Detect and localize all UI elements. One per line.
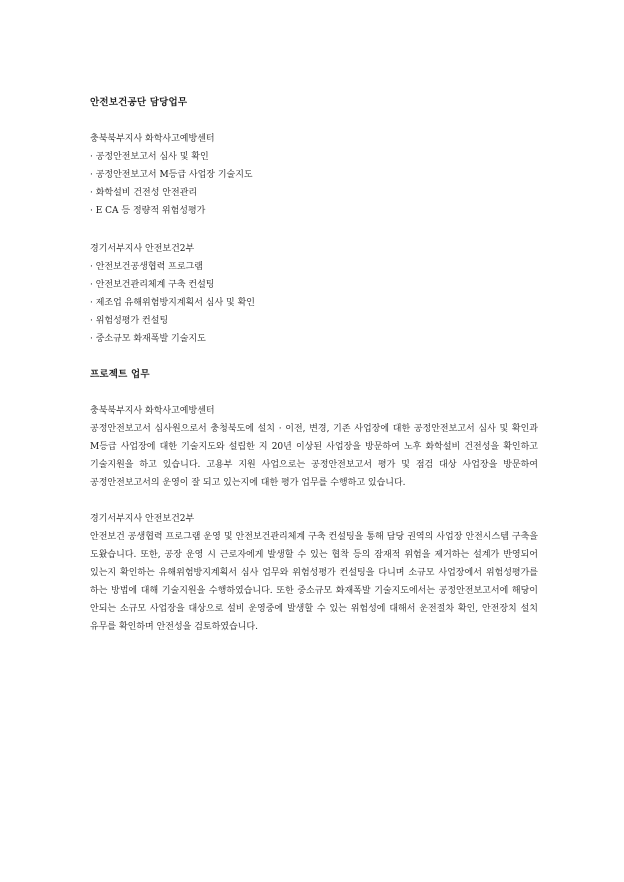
project-block-title: 충북북부지사 화학사고예방센터 xyxy=(90,406,215,416)
duty-group-title: 경기서부지사 안전보건2부 xyxy=(90,244,195,254)
project-block-title: 경기서부지사 안전보건2부 xyxy=(90,514,195,524)
section-heading-projects: 프로젝트 업무 xyxy=(90,369,150,380)
project-paragraph: 공정안전보고서 심사원으로서 충청북도에 설치 · 이전, 변경, 기존 사업장에 대한 공정안전보고서 심사 및 확인과 M등급 사업장에 대한 기술지도와 설립한 지 20년 이상된 사업장을 방문하여 노후 화학설비 건전성을 확인하고 기술지원을 하고 있습니다. 고용부 지원 사업으로는 공정안전보고서 평가 및 점검 대상 사업장을 방문하여 공정안전보고서의 운영이 잘 되고 있는지에 대한 평가 업무를 수행하고 있습니다. xyxy=(90,424,538,488)
duty-item: · 공정안전보고서 M등급 사업장 기술지도 xyxy=(90,170,253,180)
duty-item: · E CA 등 정량적 위험성평가 xyxy=(90,206,206,216)
duty-item: · 중소규모 화재폭발 기술지도 xyxy=(90,334,206,344)
duty-item: · 화학설비 건전성 안전관리 xyxy=(90,188,198,198)
duty-group-title: 충북북부지사 화학사고예방센터 xyxy=(90,134,215,144)
duty-item: · 안전보건관리체계 구축 컨설팅 xyxy=(90,280,215,290)
duty-item: · 위험성평가 컨설팅 xyxy=(90,316,169,326)
duty-group-chungbuk xyxy=(90,130,538,220)
duty-group-gyeonggi xyxy=(90,240,538,348)
duty-item: · 안전보건공생협력 프로그램 xyxy=(90,262,203,272)
section-heading-duties: 안전보건공단 담당업무 xyxy=(90,97,188,108)
document-page xyxy=(90,96,538,654)
project-block-gyeonggi xyxy=(90,510,538,636)
project-paragraph: 안전보건 공생협력 프로그램 운영 및 안전보건관리체계 구축 컨설팅을 통해 담당 권역의 사업장 안전시스템 구축을 도왔습니다. 또한, 공장 운영 시 근로자에게 발생할 수 있는 협착 등의 잠재적 위험을 제거하는 설계가 반영되어 있는지 확인하는 유해위험방지계획서 심사 업무와 위험성평가 컨설팅을 다니며 소규모 사업장에서 위험성평가를 하는 방법에 대해 기술지원을 수행하였습니다. 또한 중소규모 화재폭발 기술지도에서는 공정안전보고서에 해당이 안되는 소규모 사업장을 대상으로 설비 운영중에 발생할 수 있는 위험성에 대해서 운전절차 확인, 안전장치 설치 유무를 확인하며 안전성을 검토하였습니다. xyxy=(90,532,538,632)
duty-item: · 공정안전보고서 심사 및 확인 xyxy=(90,152,209,162)
project-block-chungbuk xyxy=(90,402,538,492)
duty-item: · 제조업 유해위험방지계획서 심사 및 확인 xyxy=(90,298,255,308)
